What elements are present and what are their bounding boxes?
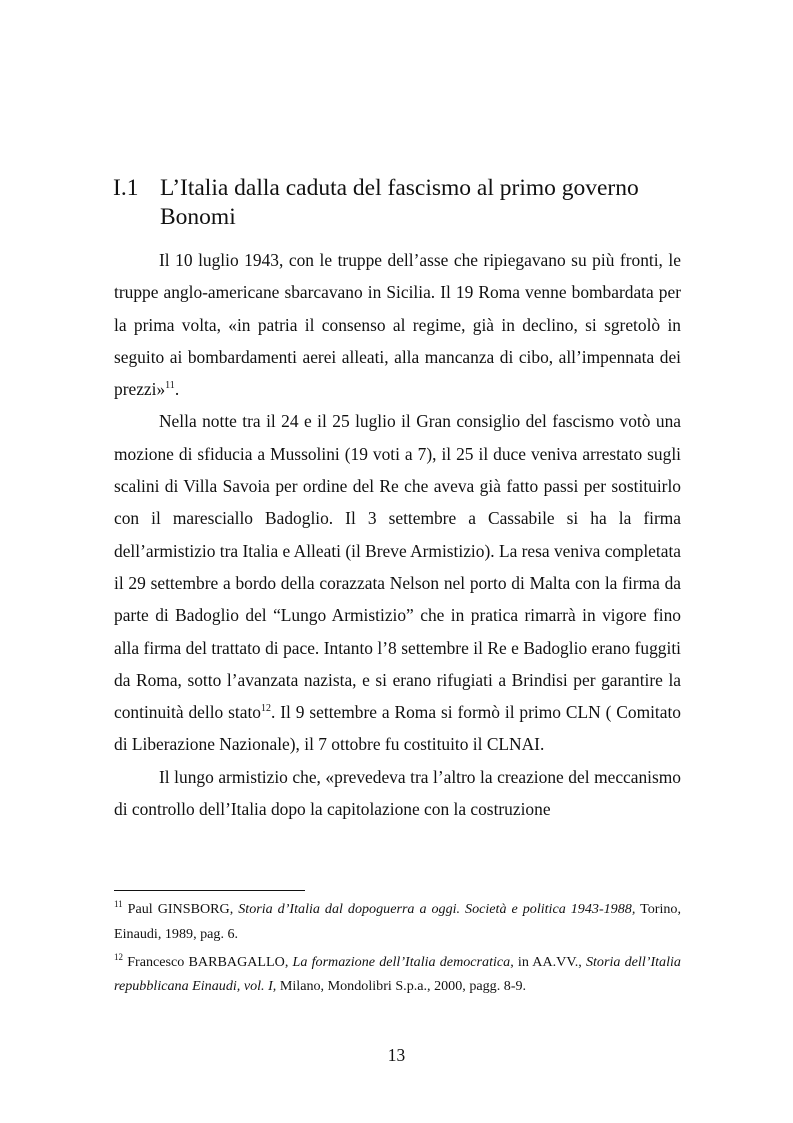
section-number: I.1 <box>113 175 139 201</box>
footnotes <box>114 897 681 1002</box>
footnote <box>114 950 681 1000</box>
footnote-work-title: La formazione dell’Italia democratica <box>292 953 511 970</box>
footnote-author: Paul GINSBORG, <box>127 901 234 917</box>
paragraph <box>114 244 681 405</box>
footnote-collection-title: Storia dell’Italia repubblicana Einaudi, vol. I, <box>114 953 681 995</box>
paragraph-text-continued: . Il 9 settembre a Roma si formò il primo CLN ( Comitato di Liberazione Nazionale), il 7 ottobre fu costituito il CLNAI. <box>114 702 681 755</box>
paragraph-text: Il 10 luglio 1943, con le truppe dell’asse che ripiegavano su più fronti, le truppe anglo-americane sbarcavano in Sicilia. Il 19 Roma venne bombardata per la prima volta, «in patria il consenso al regime, già in declino, si sgretolò in seguito ai bombardamenti aerei alleati, alla mancanza di cibo, all’impennata dei prezzi» <box>114 250 681 400</box>
paragraph-text: Il lungo armistizio che, «prevedeva tra l’altro la creazione del meccanismo di controllo dell’Italia dopo la capitolazione con la costruzione <box>114 766 681 820</box>
body-text <box>114 244 681 825</box>
footnote-ref[interactable]: 12 <box>260 703 271 715</box>
footnote <box>114 897 681 947</box>
paragraph-text-continued: . <box>174 379 180 400</box>
paragraph-text: Nella notte tra il 24 e il 25 luglio il Gran consiglio del fascismo votò una mozione di sfiducia a Mussolini (19 voti a 7), il 25 il duce veniva arrestato sugli scalini di Villa Savoia per ordine del Re che aveva già fatto passi per sostituirlo con il maresciallo Badoglio. Il 3 settembre a Cassabile si ha la firma dell’armistizio tra Italia e Alleati (il Breve Armistizio). La resa veniva completata il 29 settembre a bordo della corazzata Nelson nel porto di Malta con la firma da parte di Badoglio del “Lungo Armistizio” che in pratica rimarrà in vigore fino alla firma del trattato di pace. Intanto l’8 settembre il Re e Badoglio erano fuggiti da Roma, sotto l’avanzata nazista, e si erano rifugiati a Brindisi per garantire la continuità dello stato <box>114 411 681 723</box>
paragraph <box>114 405 681 760</box>
page-number: 13 <box>387 1045 406 1065</box>
footnote-publication: Milano, Mondolibri S.p.a., 2000, pagg. 8-9. <box>279 978 527 995</box>
paragraph <box>114 761 681 826</box>
footnote-separator <box>114 890 305 891</box>
footnote-author: Francesco BARBAGALLO, <box>127 953 289 970</box>
footnote-marker: 11 <box>114 899 123 909</box>
footnote-work-title: Storia d’Italia dal dopoguerra a oggi. Società e politica 1943-1988, <box>238 901 636 917</box>
section-title: L’Italia dalla caduta del fascismo al primo governo Bonomi <box>160 175 639 230</box>
footnote-ref[interactable]: 11 <box>165 380 175 392</box>
footnote-marker: 12 <box>114 951 123 962</box>
footnote-connector: , in AA.VV., <box>510 953 582 970</box>
footnote-publication: Torino, Einaudi, 1989, pag. 6. <box>114 901 681 942</box>
